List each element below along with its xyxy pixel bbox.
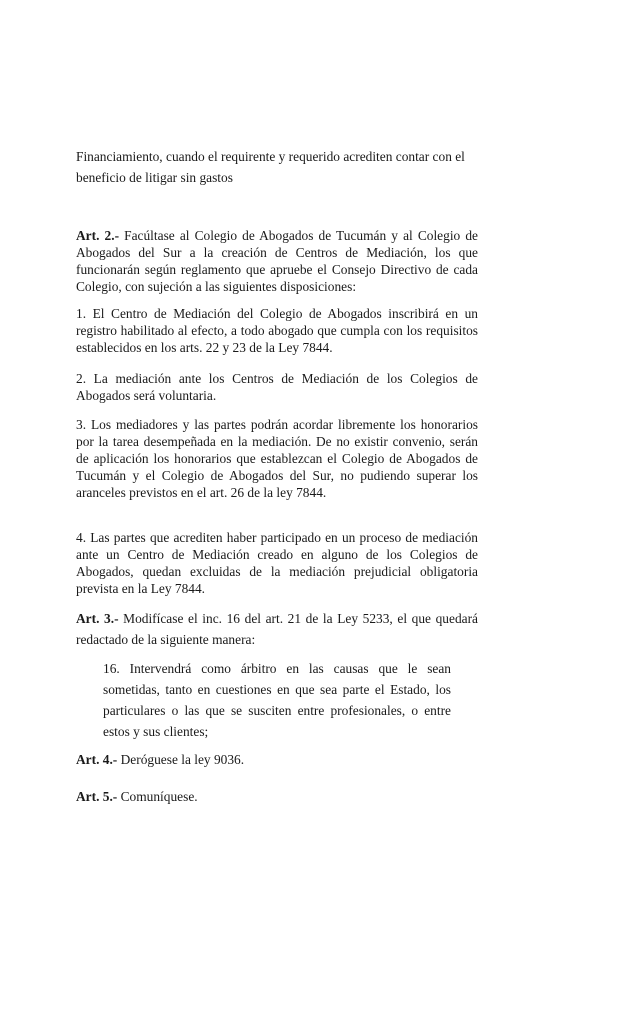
disposition-item-1: 1. El Centro de Mediación del Colegio de Abogados inscribirá en un registro habilitado al efecto, a todo abogado que cumpla con los requisitos establecidos en los arts. 22 y 23 de la Ley 7844. bbox=[76, 306, 478, 355]
article-5-label: Art. 5.- bbox=[76, 789, 118, 804]
article-3-label: Art. 3.- bbox=[76, 611, 119, 626]
disposition-item-4: 4. Las partes que acrediten haber participado en un proceso de mediación ante un Centro de Mediación creado en alguno de los Colegios de Abogados, quedan excluidas de la mediación prejudicial obligatoria prevista en la Ley 7844. bbox=[76, 530, 478, 596]
article-4-paragraph bbox=[76, 750, 478, 770]
article-5-paragraph bbox=[76, 787, 478, 807]
article-4-text: Deróguese la ley 9036. bbox=[117, 752, 245, 767]
article-3-paragraph bbox=[76, 608, 478, 650]
article-5-text: Comuníquese. bbox=[117, 789, 198, 804]
disposition-item-2: 2. La mediación ante los Centros de Mediación de los Colegios de Abogados será voluntaria. bbox=[76, 371, 478, 403]
disposition-item-3: 3. Los mediadores y las partes podrán acordar libremente los honorarios por la tarea desempeñada en la mediación. De no existir convenio, serán de aplicación los honorarios que establezcan el Colegio de Abogados de Tucumán y el Colegio de Abogados del Sur, no pudiendo superar los aranceles previstos en el art. 26 de la ley 7844. bbox=[76, 417, 478, 500]
quoted-clause: 16. Intervendrá como árbitro en las causas que le sean sometidas, tanto en cuestiones en que sea parte el Estado, los particulares o las que se susciten entre profesionales, o entre estos y sus clientes; bbox=[103, 661, 451, 739]
article-3-text: Modifícase el inc. 16 del art. 21 de la Ley 5233, el que quedará redactado de la siguiente manera: bbox=[76, 611, 478, 647]
lead-paragraph: Financiamiento, cuando el requirente y requerido acrediten contar con el beneficio de litigar sin gastos bbox=[76, 149, 465, 185]
article-2-paragraph bbox=[76, 227, 478, 295]
article-4-label: Art. 4.- bbox=[76, 752, 118, 767]
article-2-text: Facúltase al Colegio de Abogados de Tucumán y al Colegio de Abogados del Sur a la creación de Centros de Mediación, los que funcionarán según reglamento que apruebe el Consejo Directivo de cada Colegio, con sujeción a las siguientes disposiciones: bbox=[76, 228, 478, 294]
article-2-label: Art. 2.- bbox=[76, 228, 120, 243]
